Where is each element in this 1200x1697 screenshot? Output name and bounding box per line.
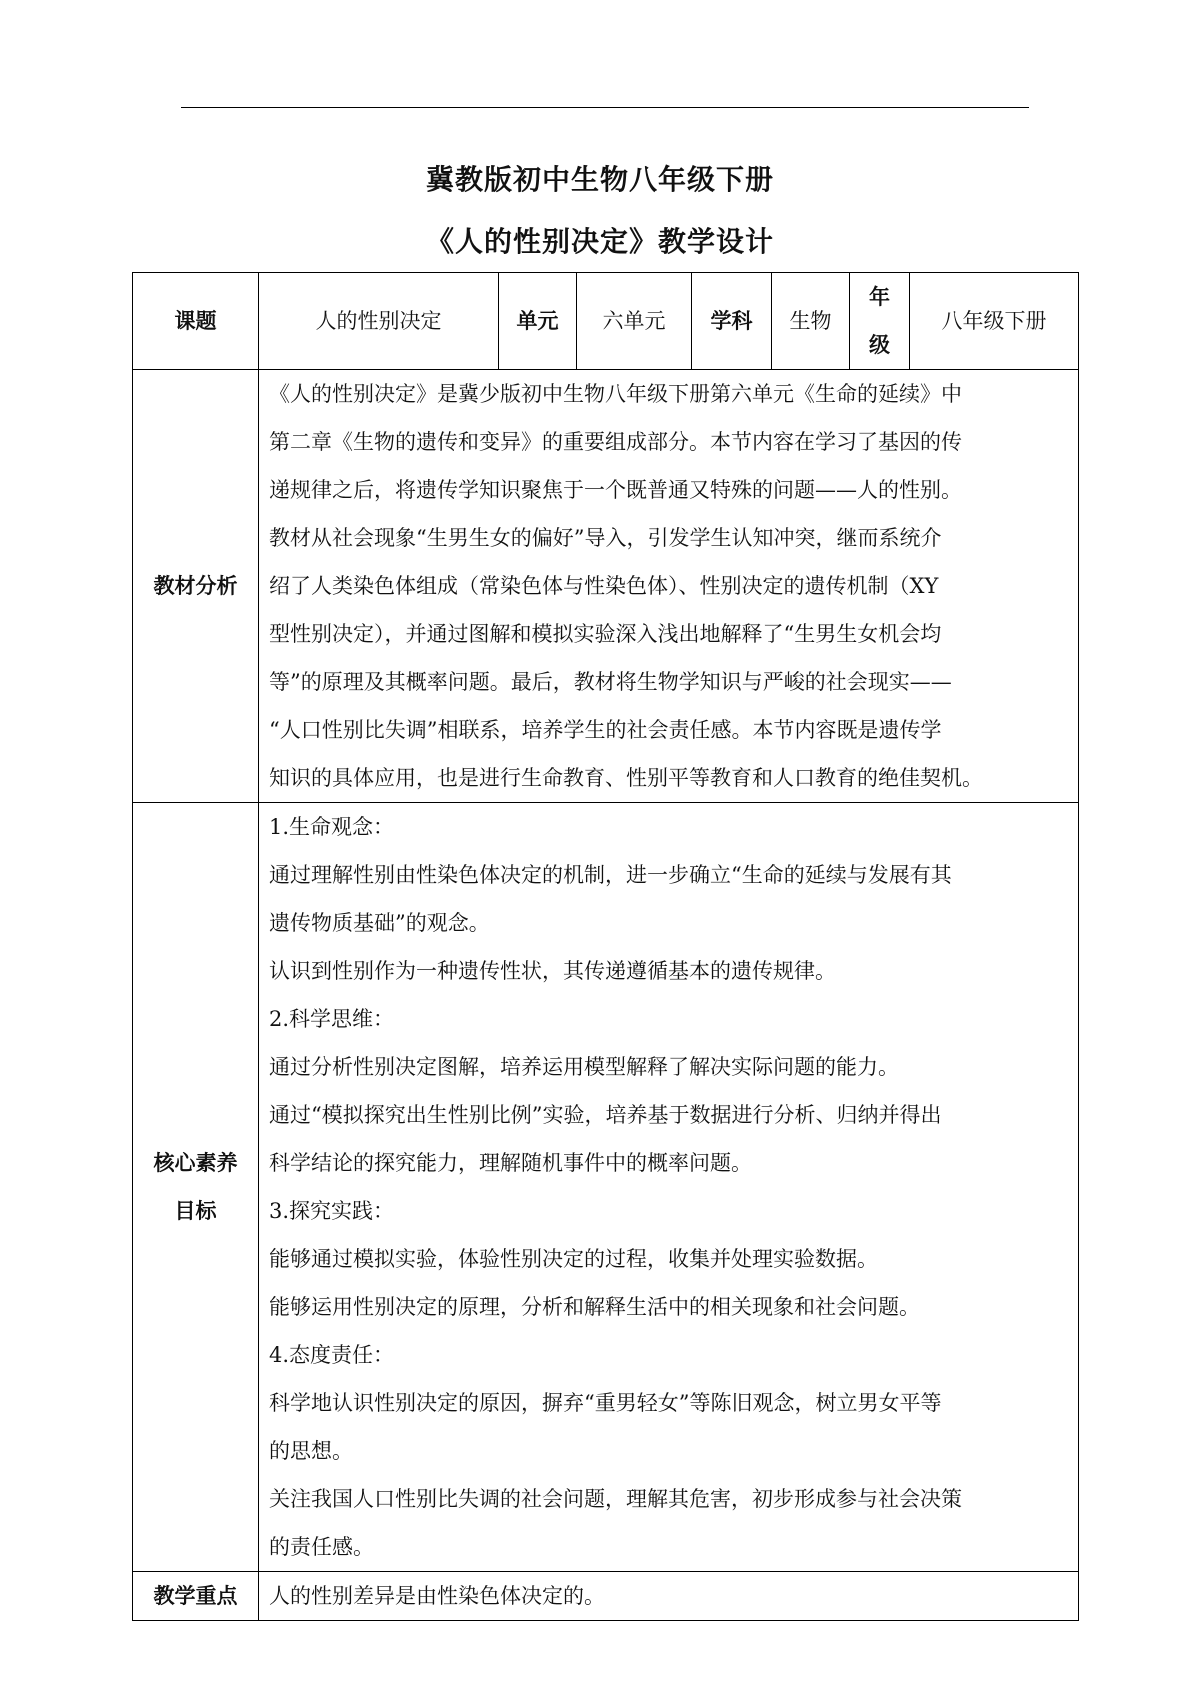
analysis-line: 递规律之后，将遗传学知识聚焦于一个既普通又特殊的问题——人的性别。 xyxy=(269,478,962,502)
goals-line: 科学地认识性别决定的原因，摒弃“重男轻女”等陈旧观念，树立男女平等 xyxy=(269,1391,942,1415)
analysis-label: 教材分析 xyxy=(133,370,259,803)
grade-label: 年级 xyxy=(850,273,910,370)
goals-line: 4.态度责任： xyxy=(269,1343,395,1367)
analysis-line: 绍了人类染色体组成（常染色体与性染色体）、性别决定的遗传机制（XY xyxy=(269,574,939,598)
unit-label: 单元 xyxy=(499,273,577,370)
focus-label: 教学重点 xyxy=(133,1572,259,1621)
topic-label: 课题 xyxy=(133,273,259,370)
goals-line: 1.生命观念： xyxy=(269,815,395,839)
analysis-row xyxy=(133,370,1079,803)
grade-value: 八年级下册 xyxy=(910,273,1079,370)
goals-line: 3.探究实践： xyxy=(269,1199,395,1223)
goals-line: 关注我国人口性别比失调的社会问题，理解其危害，初步形成参与社会决策 xyxy=(269,1487,962,1511)
subject-value: 生物 xyxy=(772,273,850,370)
goals-line: 科学结论的探究能力，理解随机事件中的概率问题。 xyxy=(269,1151,752,1175)
goals-row xyxy=(133,803,1079,1572)
goals-line: 通过理解性别由性染色体决定的机制，进一步确立“生命的延续与发展有其 xyxy=(269,863,952,887)
subject-label: 学科 xyxy=(692,273,772,370)
document-title: 冀教版初中生物八年级下册 xyxy=(425,163,774,196)
goals-line: 遗传物质基础”的观念。 xyxy=(269,911,490,935)
goals-line: 能够通过模拟实验，体验性别决定的过程，收集并处理实验数据。 xyxy=(269,1247,878,1271)
analysis-line: 知识的具体应用，也是进行生命教育、性别平等教育和人口教育的绝佳契机。 xyxy=(269,766,983,790)
analysis-line: 教材从社会现象“生男生女的偏好”导入，引发学生认知冲突，继而系统介 xyxy=(269,526,942,550)
lesson-plan-table xyxy=(132,272,1079,1621)
focus-row xyxy=(133,1572,1079,1621)
goals-line: 通过“模拟探究出生性别比例”实验，培养基于数据进行分析、归纳并得出 xyxy=(269,1103,942,1127)
focus-value: 人的性别差异是由性染色体决定的。 xyxy=(259,1572,1079,1621)
unit-value: 六单元 xyxy=(577,273,692,370)
goals-line: 能够运用性别决定的原理，分析和解释生活中的相关现象和社会问题。 xyxy=(269,1295,920,1319)
analysis-line: 第二章《生物的遗传和变异》的重要组成部分。本节内容在学习了基因的传 xyxy=(269,430,962,454)
goals-line: 认识到性别作为一种遗传性状，其传递遵循基本的遗传规律。 xyxy=(269,959,836,983)
analysis-content xyxy=(259,370,1079,803)
header-row xyxy=(133,273,1079,370)
analysis-line: 型性别决定），并通过图解和模拟实验深入浅出地解释了“生男生女机会均 xyxy=(269,622,942,646)
analysis-line: 等”的原理及其概率问题。最后，教材将生物学知识与严峻的社会现实—— xyxy=(269,670,952,694)
document-subtitle: 《人的性别决定》教学设计 xyxy=(425,225,774,258)
goals-line: 的责任感。 xyxy=(269,1535,374,1559)
goals-content xyxy=(259,803,1079,1572)
goals-label-line2: 目标 xyxy=(174,1199,217,1223)
header-rule xyxy=(181,107,1029,108)
topic-value: 人的性别决定 xyxy=(259,273,499,370)
goals-label-line1: 核心素养 xyxy=(153,1151,238,1175)
goals-line: 的思想。 xyxy=(269,1439,353,1463)
goals-line: 2.科学思维： xyxy=(269,1007,395,1031)
goals-label xyxy=(133,803,259,1572)
analysis-line: “人口性别比失调”相联系，培养学生的社会责任感。本节内容既是遗传学 xyxy=(269,718,942,742)
goals-line: 通过分析性别决定图解，培养运用模型解释了解决实际问题的能力。 xyxy=(269,1055,899,1079)
analysis-line: 《人的性别决定》是冀少版初中生物八年级下册第六单元《生命的延续》中 xyxy=(269,382,962,406)
